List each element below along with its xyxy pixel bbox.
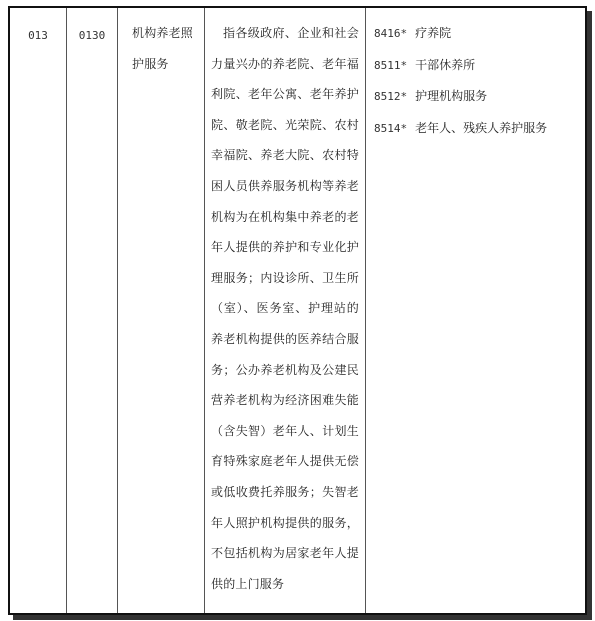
table-frame [8,6,587,615]
industry-label: 干部休养所 [415,57,476,72]
industry-code: 8511* [374,58,408,72]
table-row [10,8,585,613]
major-code-cell [10,8,67,613]
industry-label: 护理机构服务 [415,89,488,104]
category-description: 指各级政府、企业和社会力量兴办的养老院、老年福利院、老年公寓、老年养护院、敬老院、光荣院、农村幸福院、养老大院、农村特困人员供养服务机构等养老机构为在机构集中养老的老年人提供的养护和专业化护理服务；内设诊所、卫生所（室）、医务室、护理站的养老机构提供的医养结合服务；公办养老机构及公建民营养老机构为经济困难失能（含失智）老年人、计划生育特殊家庭老年人提供无偿或低收费托养服务；失智老年人照护机构提供的服务，不包括机构为居家老年人提供的上门服务 [211,26,359,591]
sub-code: 0130 [78,29,106,42]
industry-code-list [366,8,585,144]
industry-label: 疗养院 [415,26,452,40]
list-item [374,81,577,113]
industry-codes-cell [366,8,585,613]
industry-code: 8416* [374,27,408,40]
major-code: 013 [28,29,48,42]
list-item [374,50,577,82]
list-item [374,113,577,145]
list-item [374,18,577,50]
industry-label: 老年人、残疾人养护服务 [415,120,548,135]
category-name: 机构养老照护服务 [132,26,194,71]
description-cell [205,8,366,613]
industry-code: 8514* [374,121,408,135]
sub-code-cell [67,8,118,613]
category-cell [118,8,205,613]
industry-code: 8512* [374,90,408,104]
